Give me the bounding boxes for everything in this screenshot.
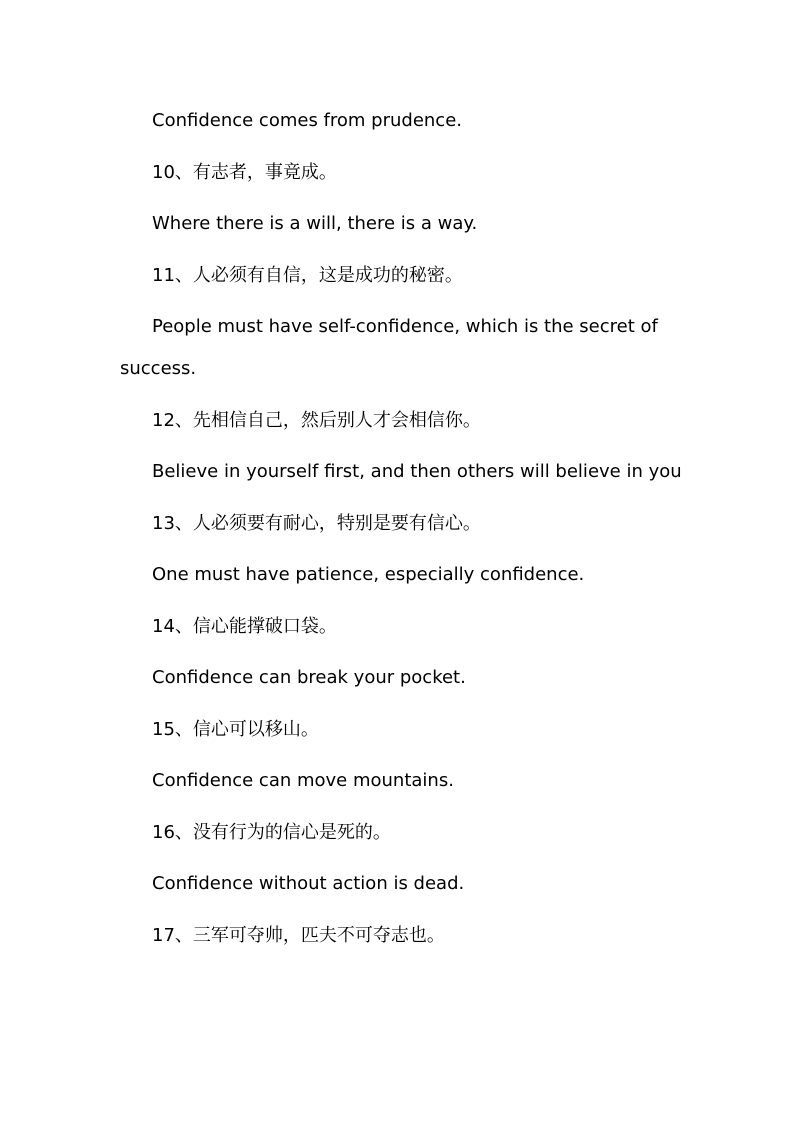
paragraph-chinese: 12、先相信自己，然后别人才会相信你。 bbox=[152, 409, 481, 431]
paragraph-english: Confidence comes from prudence. bbox=[152, 110, 462, 131]
paragraph-chinese: 16、没有行为的信心是死的。 bbox=[152, 821, 391, 843]
paragraph-chinese: 13、人必须要有耐心，特别是要有信心。 bbox=[152, 512, 481, 534]
paragraph-english: Confidence can break your pocket. bbox=[152, 667, 466, 688]
paragraph-english: Where there is a will, there is a way. bbox=[152, 213, 478, 234]
paragraph-chinese: 14、信心能撑破口袋。 bbox=[152, 615, 337, 637]
paragraph-english: Confidence can move mountains. bbox=[152, 770, 454, 791]
paragraph-chinese: 11、人必须有自信，这是成功的秘密。 bbox=[152, 264, 463, 286]
paragraph-english: People must have self-confidence, which is the secret of success. bbox=[120, 316, 658, 379]
paragraph-english: Believe in yourself first, and then others will believe in you bbox=[152, 461, 682, 482]
paragraph-english: One must have patience, especially confidence. bbox=[152, 564, 585, 585]
paragraph-chinese: 17、三军可夺帅，匹夫不可夺志也。 bbox=[152, 924, 445, 946]
document-body bbox=[120, 100, 682, 966]
paragraph-chinese: 15、信心可以移山。 bbox=[152, 718, 319, 740]
paragraph-chinese: 10、有志者，事竟成。 bbox=[152, 161, 337, 183]
paragraph-english: Confidence without action is dead. bbox=[152, 873, 465, 894]
